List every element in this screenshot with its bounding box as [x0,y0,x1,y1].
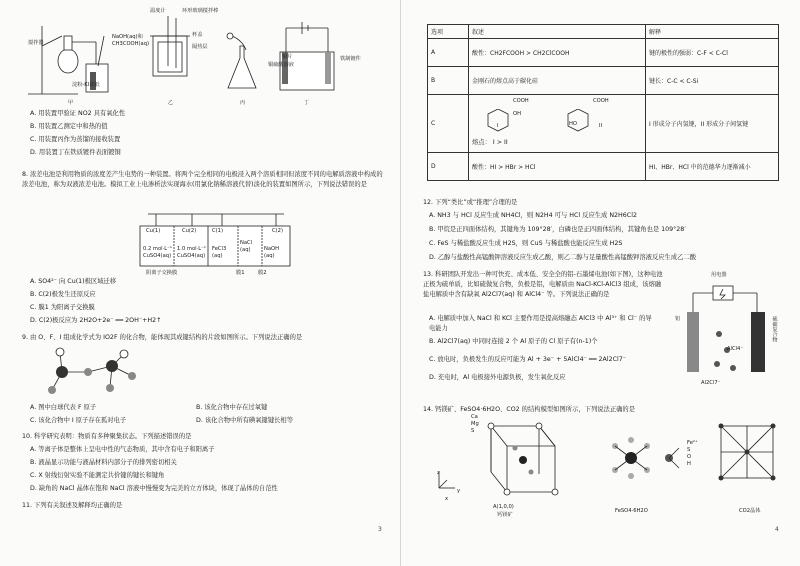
q11-table [427,24,779,181]
q12-stem: 12. 下列“类比”或“推理”合理的是 [423,199,518,206]
label-iron-piece: 铁制镀件 [340,56,361,62]
q9-option-a: A. 图中白球代表 F 原子 [30,404,97,411]
q10-option-d: D. 缺角的 NaCl 晶体在饱和 NaCl 溶液中慢慢变为完美的立方体块，体现了晶体的自范性 [30,485,278,492]
table-row [428,95,779,153]
table-cell: I 形成分子内氢键，II 形成分子间氢键 [646,95,779,153]
caption-a100: A(1,0,0) [493,504,514,510]
q13-option-b: B. Al2Cl7(aq) 中同时连接 2 个 Al 原子的 Cl 原子有(n-1)个 [429,338,598,345]
page-number-right: 4 [775,526,779,533]
membrane-1: 膜1 [236,270,245,276]
legend-o: O [687,454,692,460]
cell-cu1: Cu(1) [146,228,161,234]
caption-feso4: FeSO4·6H2O [615,508,648,514]
sol-nacl: NaCl (aq) [240,240,253,253]
q14-structures-figure [435,418,781,504]
q13-option-d: D. 充电时，Al 电极接外电源负极，发生氧化反应 [429,374,566,381]
q7-option-b: B. 用装置乙测定中和热的值 [30,123,108,130]
q8-cell-figure [136,210,296,272]
struct-label-roman1: I [497,123,499,129]
caption-co2: CO2晶体 [739,508,761,514]
apparatus-yi [150,16,190,76]
q10-option-c: C. X 射线衍射实验不能测定共价键的键长和键角 [30,472,165,479]
label-copper-piece: 铜片 [282,54,293,60]
q8-option-a: A. SO4²⁻ 向 Cu(1)极区域迁移 [30,278,117,285]
q12-option-a: A. NH3 与 HCl 反应生成 NH4Cl，则 N2H4 可与 HCl 反应生成 N2H6Cl2 [429,212,637,219]
struct-label-roman2: II [599,123,603,129]
membrane-anion: 阴离子交换膜 [146,270,178,276]
label-cup-cover: 杯盖 [192,32,203,38]
right-page [400,0,800,566]
q9-molecule-figure [40,346,150,398]
q12-option-b: B. 甲烷是正四面体结构，其键角为 109°28′，白磷也是正四面体结构，其键角也是 109°28′ [429,226,686,233]
membrane-2: 膜2 [258,270,267,276]
q8-option-d: D. C(2)极反应为 2H2O+2e⁻ ══ 2OH⁻+H2↑ [30,317,162,324]
q10-stem: 10. 科学研究表明：物质有多种聚集状态。下列描述错误的是 [22,433,192,440]
cell-c1: C(1) [212,228,223,234]
legend-fe: Fe²⁺ [687,440,698,446]
cell-c2: C(2) [272,228,283,234]
label-copper-sulfate: 铜硫酸溶液 [268,62,294,68]
q8-option-b: B. C(2)极发生还原反应 [30,291,96,298]
q9-option-d: D. 该化合物中所有碘氧键键长相等 [196,417,294,424]
q8-option-c: C. 膜1 为阳离子交换膜 [30,304,95,311]
table-cell: A [428,39,469,67]
label-stirrer: 搅拌器 [28,40,44,46]
q14-stem: 14. 钙镁矿、FeSO4·6H2O、CO2 的结构模型如图所示，下列说法正确的是 [423,406,636,413]
table-header: 选项 [428,25,469,39]
sol-cuso4-low: 0.2 mol·L⁻¹ CuSO4(aq) [143,246,172,259]
table-row [428,39,779,67]
sol-fecl3: FeCl3 (aq) [212,246,227,259]
q9-option-c: C. 该化合物中 I 原子存在孤对电子 [30,417,127,424]
q13-option-c: C. 放电时，负极发生的反应可能为 Al + 3e⁻ + 5AlCl4⁻ ══ 2Al2Cl7⁻ [429,356,627,363]
page-number-left: 3 [378,526,382,533]
legend-s: S [471,428,475,434]
q7-option-c: C. 用装置丙作为蒸馏的接收装置 [30,136,121,143]
q10-option-a: A. 等离子体是整体上呈电中性的气态物质，其中含有电子和阳离子 [30,446,215,453]
label-naoh-sol: NaOH(aq)和 [112,34,143,40]
table-header-row [428,25,779,39]
table-cell: B [428,67,469,95]
q13-option-a: A. 电解质中加入 NaCl 和 KCl 主要作用是提高熔融态 AlCl3 中 Al³⁺ 和 Cl⁻ 的导电能力 [429,315,652,332]
q7-apparatus-figure [18,6,348,106]
fig-label-bing: 丙 [240,100,246,106]
label-composite: 硫碳复合物 [771,316,778,342]
axis-x: x [445,496,449,502]
struct-label-cooh2: COOH [593,98,609,104]
label-ki-paper: 淀粉-KI试纸 [72,82,100,88]
table-cell: 金刚石的熔点高于碳化硅 [469,67,646,95]
legend-mg: Mg [471,421,479,427]
table-cell: C [428,95,469,153]
table-cell: 键的极性的强弱：C-F < C-Cl [646,39,779,67]
struct-label-ho2: HO [569,121,577,127]
table-cell: 酸性：CH2FCOOH > CH2ClCOOH [469,39,646,67]
q11-stem: 11. 下列有关叙述及解释均正确的是 [22,502,123,509]
axis-z: z [437,470,440,476]
co2-structure [719,424,776,481]
table-header: 叙述 [469,25,646,39]
q13-stem: 13. 科研团队开发出一种可快充、成本低、安全全的铝-石墨烯电池(如下图)，这种电池正极为硫单质，比如硫做复合物，负极是铝，电解质由 NaCl-KCl-AlCl3 组成，该熔融盐电解质中含有缺氧 Al2Cl7(aq) 和 AlCl4⁻ 等。下列说法正确的是 [423,271,663,298]
label-al: 铝 [675,316,681,322]
label-insulation: 隔热层 [192,44,208,50]
q9-stem: 9. 由 O、F、I 组成化学式为 IO2F 的化合物，能体现其成键结构的片段如图所示。下列说法正确的是 [22,334,303,341]
q13-battery-figure [669,284,787,394]
struct-label-cooh1: COOH [513,98,529,104]
q9-option-b: B. 该化合物中存在过氧键 [196,404,268,411]
label-thermometer: 温度计 [150,8,166,14]
fig-label-ding: 丁 [304,100,310,106]
q8-stem: 8. 浓差电池是利用物质的浓度差产生电势的一种装置。将两个完全相同的电极浸入两个溶质相同但浓度不同的电解质溶液中构成的浓差电池，称为双液浓差电池。模拟工业上电渗析法实现海水(用氯化钠稀溶液代替)淡化的装置如图所示，下列说法错误的是 [22,171,383,188]
q12-option-d: D. 乙醇与盐酸性高锰酸钾溶液反应生成乙酸，则乙二醇与足量酸性高锰酸钾溶液反应生成乙二酸 [429,254,697,261]
label-load: 用电器 [711,272,727,278]
fig-label-yi: 乙 [168,100,174,106]
q12-option-c: C. FeS 与稀盐酸反应生成 H2S，则 CuS 与稀盐酸也能反应生成 H2S [429,240,623,247]
table-cell: 键长：C-C < C-Si [646,67,779,95]
dolomite-structure [439,423,558,495]
table-header: 解释 [646,25,779,39]
q7-option-a: A. 用装置甲验证 NO2 具有氧化性 [30,110,126,117]
table-row [428,67,779,95]
struct-label-oh1: OH [513,111,521,117]
q7-option-d: D. 用装置丁在铁质镀件表面镀铜 [30,149,121,156]
label-al2cl7: Al2Cl7⁻ [701,380,721,386]
label-glass-stirrer: 环形玻璃搅拌棒 [182,8,219,14]
legend-s2: S [687,447,691,453]
legend-h: H [687,461,691,467]
table-row [428,153,779,181]
table-cell-structures [469,95,646,153]
table-cell: D [428,153,469,181]
sol-cuso4-high: 1.0 mol·L⁻¹ CuSO4(aq) [177,246,206,259]
fig-label-jia: 甲 [68,100,74,106]
sol-naoh: NaOH (aq) [264,246,280,259]
table-cell: HI、HBr、HCl 中的范德华力逐渐减小 [646,153,779,181]
q10-option-b: B. 液晶显示功能与液晶材料内部分子的排列密切相关 [30,459,177,466]
label-ch3cooh-sol: CH3COOH(aq) [112,41,150,47]
label-alcl4: AlCl4⁻ [727,346,744,352]
apparatus-bing [227,33,256,88]
axis-y: y [457,488,461,494]
legend-ca: Ca [471,414,478,420]
table-cell: 酸性：HI > HBr > HCl [469,153,646,181]
table-cell: 熔点： I > II [472,139,508,146]
cell-cu2: Cu(2) [182,228,197,234]
caption-dolomite: 钙镁矿 [497,512,513,518]
feso4-structure [612,437,679,479]
